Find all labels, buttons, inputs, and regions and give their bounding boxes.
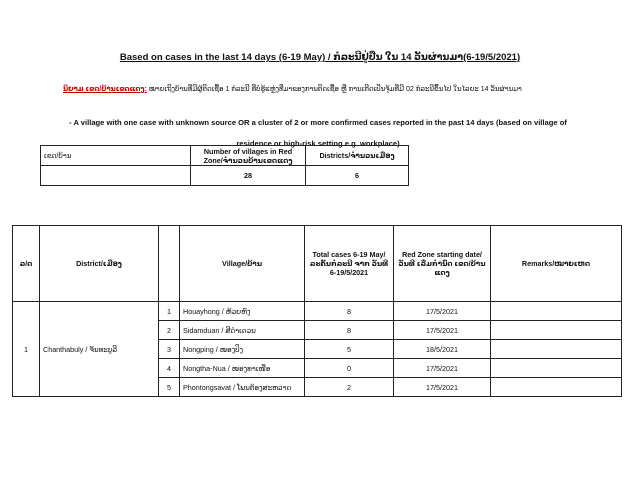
row-total: 8 <box>305 302 394 321</box>
row-number: 2 <box>159 321 180 340</box>
row-date: 17/5/2021 <box>394 359 491 378</box>
english-definition-note: - A village with one case with unknown source OR a cluster of 2 or more confirmed cases reported in the past 14 days (based on village of residence or high-risk setting e.g. workplace) <box>69 118 567 148</box>
row-date: 18/5/2021 <box>394 340 491 359</box>
row-number: 4 <box>159 359 180 378</box>
row-remarks <box>491 359 622 378</box>
row-village: Nongtha-Nua / ໜອງທາເໜືອ <box>180 359 305 378</box>
row-village: Sidamduan / ສີດຳເດວນ <box>180 321 305 340</box>
summary-header-villages: Number of villages in Red Zone/ຈຳນວນບ້ານເຂດແດງ <box>191 146 306 166</box>
table-row <box>13 302 622 321</box>
header-total-cases: Total cases 6-19 May/ລະຄັ້ນກໍລະນີ ຈາກ ວັນທີ 6-19/5/2021 <box>305 226 394 302</box>
summary-value-zone <box>41 166 191 186</box>
group-number: 1 <box>13 302 40 397</box>
definition-label: ນິຍາມ ເຂດ/ບ້ານເຂດແດງ: <box>63 86 147 93</box>
row-number: 1 <box>159 302 180 321</box>
header-remarks: Remarks/ໝາຍເຫດ <box>491 226 622 302</box>
row-remarks <box>491 302 622 321</box>
row-remarks <box>491 340 622 359</box>
header-index-spacer <box>159 226 180 302</box>
row-total: 2 <box>305 378 394 397</box>
row-village: Phontongsavat / ໂພນຕ້ອງສະຫວາດ <box>180 378 305 397</box>
header-village: Village/ບ້ານ <box>180 226 305 302</box>
summary-header-zone: ເຂດ/ບ້ານ <box>41 146 191 166</box>
row-number: 5 <box>159 378 180 397</box>
row-total: 5 <box>305 340 394 359</box>
row-date: 17/5/2021 <box>394 321 491 340</box>
summary-value-districts: 6 <box>306 166 409 186</box>
row-total: 0 <box>305 359 394 378</box>
document-title: Based on cases in the last 14 days (6-19 May) / ກໍລະນີຢູ່ປືນ ໃນ 14 ວັນຜ່ານມາ(6-19/5/2021) <box>119 52 521 63</box>
row-remarks <box>491 321 622 340</box>
definition-text: ໝາຍເຖິງບ້ານທີ່ມີຜູ້ຕິດເຊື້ອ 1 ກໍລະນີ ທີ່ບໍ່ຮູ້ແຫຼ່ງທີ່ມາຂອງການຕິດເຊື້ອ ຫຼື ການເກີດເປັນຈຸ້ມທີ່ມີ 02 ກໍລະນີຂຶ້ນໄປ ໃນໄລຍະ 14 ວັນຜ່ານມາ <box>146 86 522 93</box>
row-remarks <box>491 378 622 397</box>
header-no: ລ/ດ <box>13 226 40 302</box>
header-red-zone-date: Red Zone starting date/ວັນທີ ເລີ່ມກຳນົດ ເຂດ/ບ້ານ ແດງ <box>394 226 491 302</box>
row-village: Nongping / ໜອງປິງ <box>180 340 305 359</box>
summary-table <box>40 145 409 186</box>
row-total: 8 <box>305 321 394 340</box>
red-zone-table <box>12 225 622 397</box>
summary-header-districts: Districts/ຈຳນວນເມືອງ <box>306 146 409 166</box>
summary-value-villages: 28 <box>191 166 306 186</box>
row-number: 3 <box>159 340 180 359</box>
red-zone-definition <box>63 85 522 93</box>
header-district: District/ເມືອງ <box>40 226 159 302</box>
row-village: Houayhong / ຫ້ວຍຫົງ <box>180 302 305 321</box>
row-date: 17/5/2021 <box>394 378 491 397</box>
row-date: 17/5/2021 <box>394 302 491 321</box>
group-district: Chanthabuly / ຈັນທະບູລີ <box>40 302 159 397</box>
